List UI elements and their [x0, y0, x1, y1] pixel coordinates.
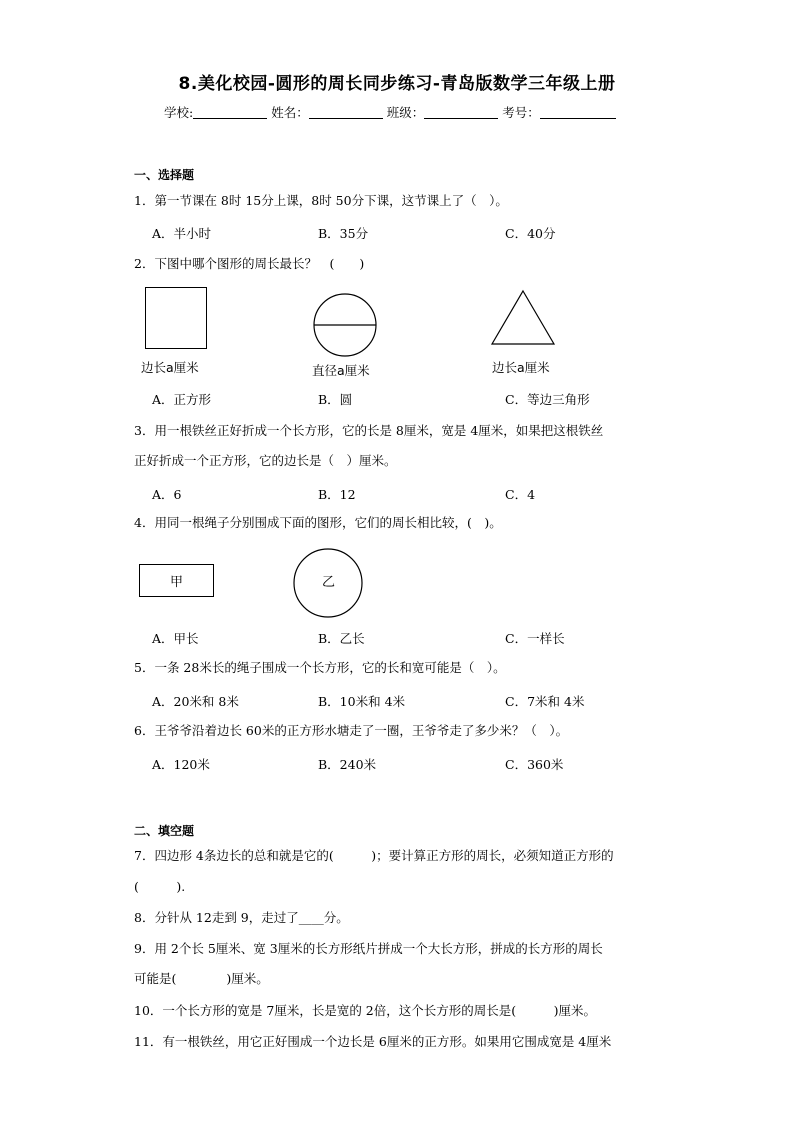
q5-option-c[interactable]: C．7米和 4米 — [505, 694, 585, 709]
q2-option-b[interactable]: B．圆 — [318, 392, 353, 407]
question-3-text-line1: 3．用一根铁丝正好折成一个长方形，它的长是 8厘米，宽是 4厘米，如果把这根铁丝 — [134, 423, 604, 438]
circle-yi-label: 乙 — [322, 575, 336, 590]
circle-with-diameter-figure — [312, 292, 378, 358]
question-8-text: 8．分针从 12走到 9，走过了____分。 — [134, 910, 349, 925]
question-5-text: 5．一条 28米长的绳子围成一个长方形，它的长和宽可能是（ ）。 — [134, 660, 506, 675]
q1-option-b[interactable]: B．35分 — [318, 226, 369, 241]
q3-option-c[interactable]: C．4 — [505, 487, 536, 502]
name-blank[interactable] — [309, 106, 383, 119]
school-label: 学校: — [164, 105, 194, 120]
q1-option-c[interactable]: C．40分 — [505, 226, 556, 241]
page-title: 8.美化校园-圆形的周长同步练习-青岛版数学三年级上册 — [178, 74, 616, 94]
question-2-text: 2．下图中哪个图形的周长最长？ ( ) — [134, 256, 365, 271]
question-1-text: 1．第一节课在 8时 15分上课，8时 50分下课，这节课上了（ ）。 — [134, 193, 508, 208]
rectangle-jia-figure — [139, 564, 214, 597]
q5-option-a[interactable]: A．20米和 8米 — [152, 694, 239, 709]
question-7-text-line2: ( ). — [134, 879, 186, 894]
rectangle-jia-label: 甲 — [169, 575, 183, 590]
q2-option-c[interactable]: C．等边三角形 — [505, 392, 590, 407]
q6-option-b[interactable]: B．240米 — [318, 757, 377, 772]
q1-option-a[interactable]: A．半小时 — [152, 226, 212, 241]
q6-option-a[interactable]: A．120米 — [152, 757, 210, 772]
section-heading-fill-in: 二、填空题 — [134, 824, 195, 838]
name-label: 姓名： — [271, 105, 309, 120]
equilateral-triangle-figure — [490, 289, 556, 347]
q3-option-b[interactable]: B．12 — [318, 487, 356, 502]
q4-option-a[interactable]: A．甲长 — [152, 631, 199, 646]
section-heading-choice: 一、选择题 — [134, 168, 195, 182]
exam-number-label: 考号： — [502, 105, 540, 120]
question-11-text: 11．有一根铁丝，用它正好围成一个边长是 6厘米的正方形。如果用它围成宽是 4厘米 — [134, 1034, 612, 1049]
circle-diameter-label: 直径a厘米 — [312, 363, 370, 378]
class-blank[interactable] — [424, 106, 498, 119]
class-label: 班级： — [386, 105, 425, 120]
question-3-text-line2: 正好折成一个正方形，它的边长是（ ）厘米。 — [134, 453, 397, 468]
q4-option-c[interactable]: C．一样长 — [505, 631, 565, 646]
question-10-text: 10．一个长方形的宽是 7厘米，长是宽的 2倍，这个长方形的周长是( )厘米。 — [134, 1003, 597, 1018]
square-figure — [145, 287, 207, 349]
school-blank[interactable] — [193, 106, 267, 119]
q3-option-a[interactable]: A．6 — [152, 487, 182, 502]
q5-option-b[interactable]: B．10米和 4米 — [318, 694, 406, 709]
question-7-text-line1: 7．四边形 4条边长的总和就是它的( )；要计算正方形的周长，必须知道正方形的 — [134, 848, 614, 863]
exam-number-blank[interactable] — [540, 106, 616, 119]
question-6-text: 6．王爷爷沿着边长 60米的正方形水塘走了一圈，王爷爷走了多少米？（ ）。 — [134, 723, 569, 738]
student-info-line — [164, 103, 616, 121]
question-9-text-line2: 可能是( )厘米。 — [134, 971, 269, 986]
question-9-text-line1: 9．用 2个长 5厘米、宽 3厘米的长方形纸片拼成一个大长方形，拼成的长方形的周长 — [134, 941, 603, 956]
triangle-side-label: 边长a厘米 — [492, 360, 550, 375]
question-4-text: 4．用同一根绳子分别围成下面的图形，它们的周长相比较，( )。 — [134, 515, 502, 530]
q4-option-b[interactable]: B．乙长 — [318, 631, 365, 646]
q2-option-a[interactable]: A．正方形 — [152, 392, 212, 407]
square-side-label: 边长a厘米 — [141, 360, 199, 375]
q6-option-c[interactable]: C．360米 — [505, 757, 564, 772]
